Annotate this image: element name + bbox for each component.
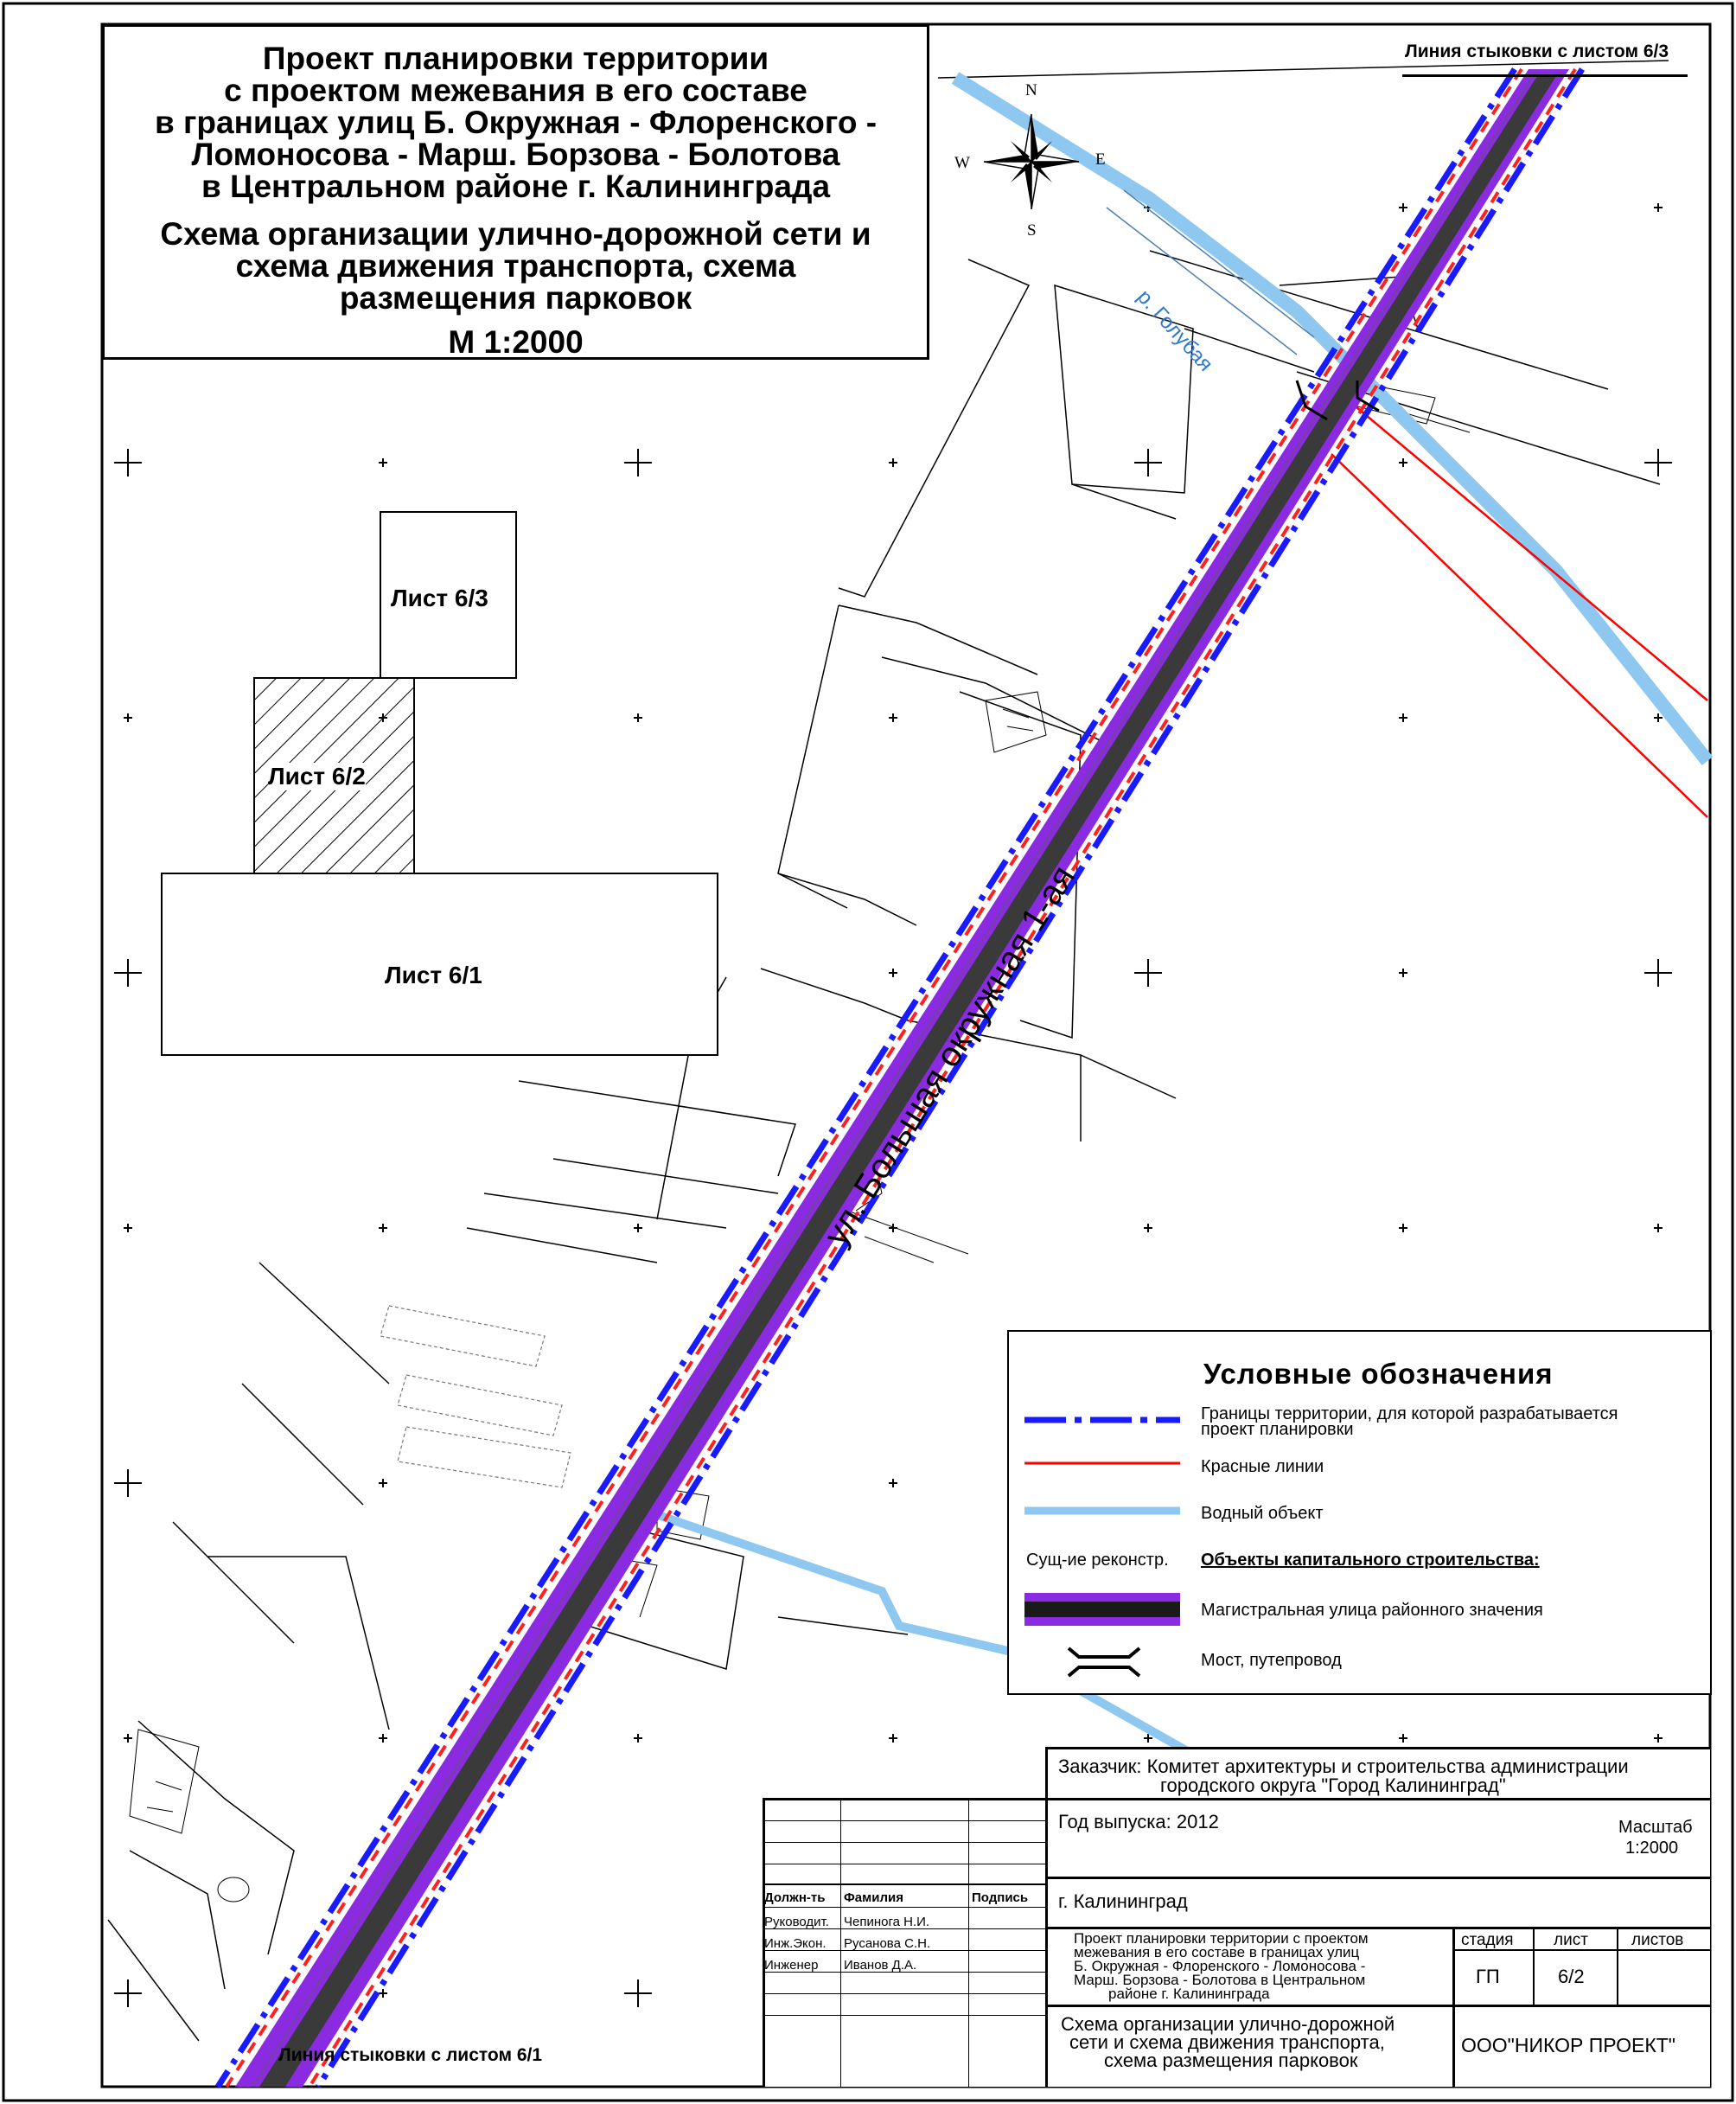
stamp-company: ООО"НИКОР ПРОЕКТ" — [1461, 2034, 1675, 2056]
river-label: р. Голубая — [1132, 285, 1218, 376]
keyplan-label-62: Лист 6/2 — [268, 763, 366, 790]
legend-bridge: Мост, путепровод — [1201, 1651, 1342, 1670]
legend-boundary-l1: Границы территории, для которой разрабатывается — [1201, 1404, 1618, 1423]
stamp-stage: ГП — [1476, 1966, 1500, 1987]
stamp-person-3-name: Иванов Д.А. — [844, 1958, 917, 1973]
compass-west: W — [954, 154, 970, 172]
keyplan-label-63: Лист 6/3 — [391, 585, 488, 611]
stamp-project-l5: районе г. Калининграда — [1108, 1986, 1270, 2002]
stamp-project-l2: межевания в его составе в границах улиц — [1074, 1944, 1360, 1960]
stamp-scale-value: 1:2000 — [1625, 1839, 1679, 1858]
bridge-icon — [1065, 1643, 1143, 1681]
stamp-scale-label: Масштаб — [1618, 1818, 1693, 1837]
title-line-4: Ломоносова - Марш. Борзова - Болотова — [191, 137, 840, 172]
legend-boundary-l2: проект планировки — [1201, 1420, 1354, 1439]
legend — [1007, 1330, 1712, 1695]
stamp-person-2-position: Инж.Экон. — [764, 1936, 827, 1951]
legend-capital-objects: Объекты капитального строительства: — [1201, 1551, 1540, 1570]
title-line-1: Проект планировки территории — [262, 41, 769, 76]
joint-label-bottom: Линия стыковки с листом 6/1 — [278, 2045, 543, 2065]
title-block — [102, 24, 929, 360]
title-line-3: в границах улиц Б. Окружная - Флоренского - — [154, 105, 878, 140]
stamp-person-3-position: Инженер — [764, 1958, 819, 1973]
stamp-year: Год выпуска: 2012 — [1058, 1811, 1219, 1832]
red-lines-river — [1331, 393, 1707, 817]
stamp-col-name: Фамилия — [844, 1890, 903, 1905]
stamp-person-1-name: Чепинога Н.И. — [844, 1915, 930, 1929]
stamp-project-l4: Марш. Борзова - Болотова в Центральном — [1074, 1972, 1366, 1988]
title-line-2: с проектом межевания в его составе — [224, 73, 807, 108]
title-stamp — [763, 1747, 1710, 2087]
legend-existing-reconstr: Сущ-ие реконстр. — [1026, 1551, 1169, 1570]
legend-symbols — [1024, 1411, 1180, 1653]
stamp-sheet-header: лист — [1554, 1931, 1588, 1949]
keyplan-label-61: Лист 6/1 — [385, 962, 482, 988]
joint-underline-top — [1402, 74, 1688, 77]
compass-south: S — [1027, 221, 1037, 240]
street-label: ул. Большая окружная 1-ая — [817, 859, 1083, 1253]
title-line-5: в Центральном районе г. Калининграда — [201, 169, 831, 204]
stamp-project-l1: Проект планировки территории с проектом — [1074, 1930, 1369, 1947]
compass-icon — [984, 114, 1079, 209]
stamp-scheme-l2: сети и схема движения транспорта, — [1069, 2031, 1385, 2053]
stamp-city: г. Калининград — [1058, 1890, 1188, 1912]
stamp-project-l3: Б. Окружная - Флоренского - Ломоносова - — [1074, 1958, 1366, 1974]
legend-water: Водный объект — [1201, 1504, 1324, 1523]
stamp-person-2-name: Русанова С.Н. — [844, 1936, 931, 1951]
stamp-col-sign: Подпись — [972, 1890, 1029, 1905]
stamp-person-1-position: Руководит. — [764, 1915, 829, 1929]
stamp-col-position: Должн-ть — [764, 1890, 826, 1905]
stamp-stage-header: стадия — [1461, 1931, 1514, 1949]
dashed-buildings — [380, 1306, 571, 1487]
compass-east: E — [1095, 150, 1106, 169]
legend-main-street: Магистральная улица районного значения — [1201, 1601, 1543, 1620]
legend-title: Условные обозначения — [1203, 1358, 1554, 1390]
subtitle-line-3: размещения парковок — [339, 280, 692, 316]
stamp-scheme-l1: Схема организации улично-дорожной — [1061, 2013, 1395, 2035]
map-scale: М 1:2000 — [448, 324, 584, 360]
stamp-sheets-header: листов — [1631, 1931, 1684, 1949]
stamp-sheet: 6/2 — [1558, 1966, 1585, 1987]
compass-north: N — [1025, 81, 1037, 99]
stamp-customer-l2: городского округа "Город Калининград" — [1160, 1775, 1506, 1796]
subtitle-line-2: схема движения транспорта, схема — [235, 248, 796, 284]
legend-red-lines: Красные линии — [1201, 1457, 1324, 1476]
stamp-customer-l1: Заказчик: Комитет архитектуры и строительства администрации — [1058, 1755, 1629, 1777]
subtitle-line-1: Схема организации улично-дорожной сети и — [160, 216, 871, 252]
joint-label-top: Линия стыковки с листом 6/3 — [1405, 42, 1669, 61]
river-channel — [1107, 190, 1314, 355]
stamp-scheme-l3: схема размещения парковок — [1104, 2050, 1358, 2071]
